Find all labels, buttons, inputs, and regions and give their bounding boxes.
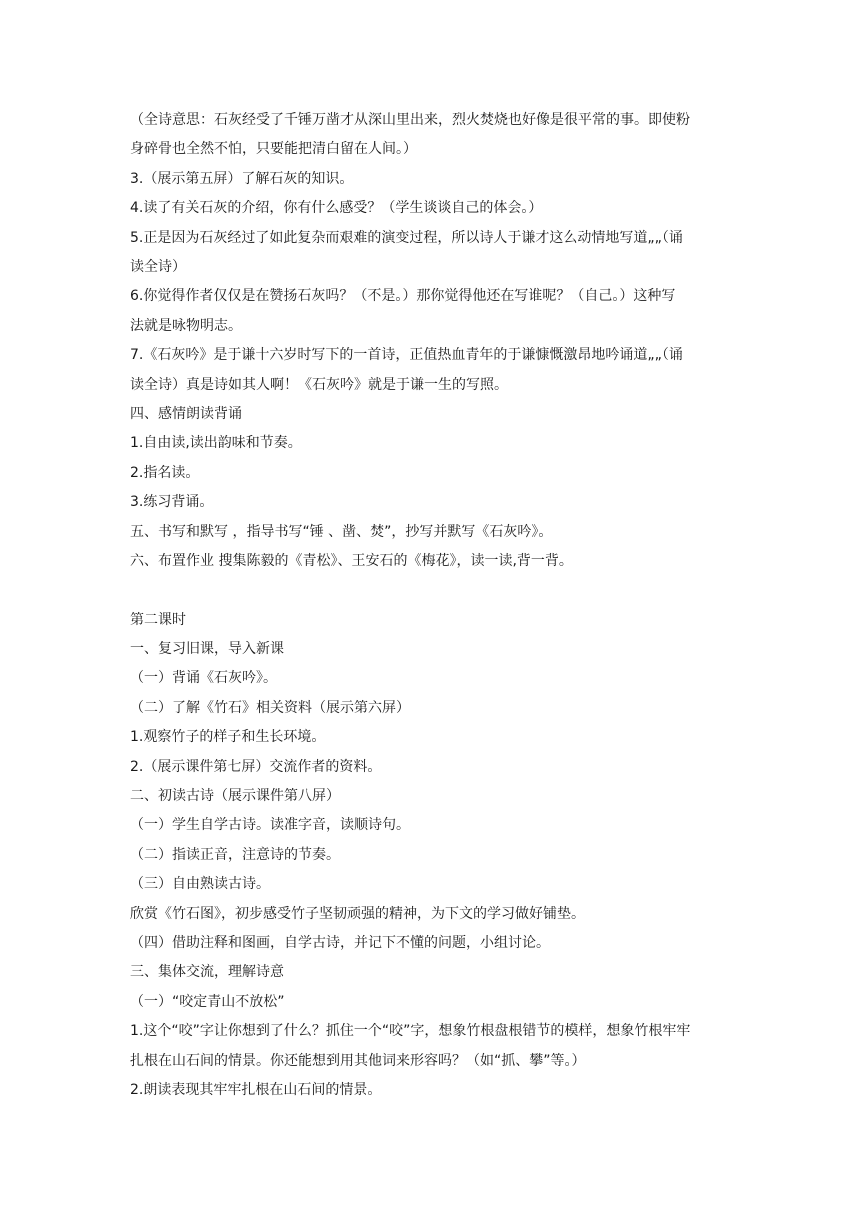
- lesson-two-section: [130, 606, 740, 1106]
- text-line: （一）学生自学古诗。读准字音，读顺诗句。: [130, 817, 410, 834]
- text-line: （三）自由熟读古诗。: [130, 876, 270, 893]
- text-line: 4.读了有关石灰的介绍，你有什么感受？（学生谈谈自己的体会。）: [130, 200, 543, 217]
- text-line: 五、书写和默写 ，指导书写“锤 、凿、焚”，抄写并默写《石灰吟》。: [130, 523, 553, 540]
- text-line: 7.《石灰吟》是于谦十六岁时写下的一首诗，正值热血青年的于谦慷慨激昂地吟诵道„„（诵: [130, 347, 683, 364]
- text-line: （二）指读正音，注意诗的节奏。: [130, 846, 340, 863]
- document-body: [130, 106, 740, 1105]
- text-line: 3.练习背诵。: [130, 494, 214, 511]
- text-line: 扎根在山石间的情景。你还能想到用其他词来形容吗？（如“抓、攀”等。）: [130, 1052, 586, 1069]
- text-line: 2.（展示课件第七屏）交流作者的资料。: [130, 758, 382, 775]
- text-line: （全诗意思：石灰经受了千锤万凿才从深山里出来，烈火焚烧也好像是很平常的事。即使粉: [130, 112, 690, 128]
- text-line: 一、复习旧课，导入新课: [130, 640, 284, 657]
- lesson-one-section: [130, 106, 740, 577]
- text-line: （四）借助注释和图画，自学古诗，并记下不懂的问题，小组讨论。: [130, 934, 550, 951]
- text-line: 3.（展示第五屏）了解石灰的知识。: [130, 170, 354, 187]
- text-line: 六、布置作业 搜集陈毅的《青松》、王安石的《梅花》，读一读,背一背。: [130, 553, 573, 570]
- text-line: 法就是咏物明志。: [130, 317, 242, 334]
- text-line: 四、感情朗读背诵: [130, 406, 242, 423]
- text-line: （二）了解《竹石》相关资料（展示第六屏）: [130, 699, 410, 716]
- section-gap: [130, 577, 740, 606]
- text-line: 2.指名读。: [130, 464, 200, 481]
- text-line: 1.观察竹子的样子和生长环境。: [130, 729, 326, 746]
- text-line: 三、集体交流，理解诗意: [130, 964, 284, 981]
- text-line: 1.自由读,读出韵味和节奏。: [130, 435, 302, 452]
- text-line: 二、初读古诗（展示课件第八屏）: [130, 787, 340, 804]
- text-line: （一）背诵《石灰吟》。: [130, 670, 277, 687]
- text-line: 第二课时: [130, 611, 186, 628]
- text-line: 身碎骨也全然不怕，只要能把清白留在人间。）: [130, 141, 417, 158]
- text-line: 2.朗读表现其牢牢扎根在山石间的情景。: [130, 1082, 382, 1098]
- text-line: 5.正是因为石灰经过了如此复杂而艰难的演变过程，所以诗人于谦才这么动情地写道„„（诵: [130, 229, 683, 246]
- text-line: 6.你觉得作者仅仅是在赞扬石灰吗？（不是。）那你觉得他还在写谁呢？（自己。）这种写: [130, 288, 676, 305]
- text-line: 读全诗）真是诗如其人啊！《石灰吟》就是于谦一生的写照。: [130, 376, 508, 393]
- text-line: 1.这个“咬”字让你想到了什么？抓住一个“咬”字，想象竹根盘根错节的模样，想象竹根牢牢: [130, 1023, 691, 1040]
- text-line: 读全诗）: [130, 259, 186, 276]
- text-line: （一）“咬定青山不放松”: [130, 993, 285, 1010]
- text-line: 欣赏《竹石图》，初步感受竹子坚韧顽强的精神，为下文的学习做好铺垫。: [130, 905, 585, 922]
